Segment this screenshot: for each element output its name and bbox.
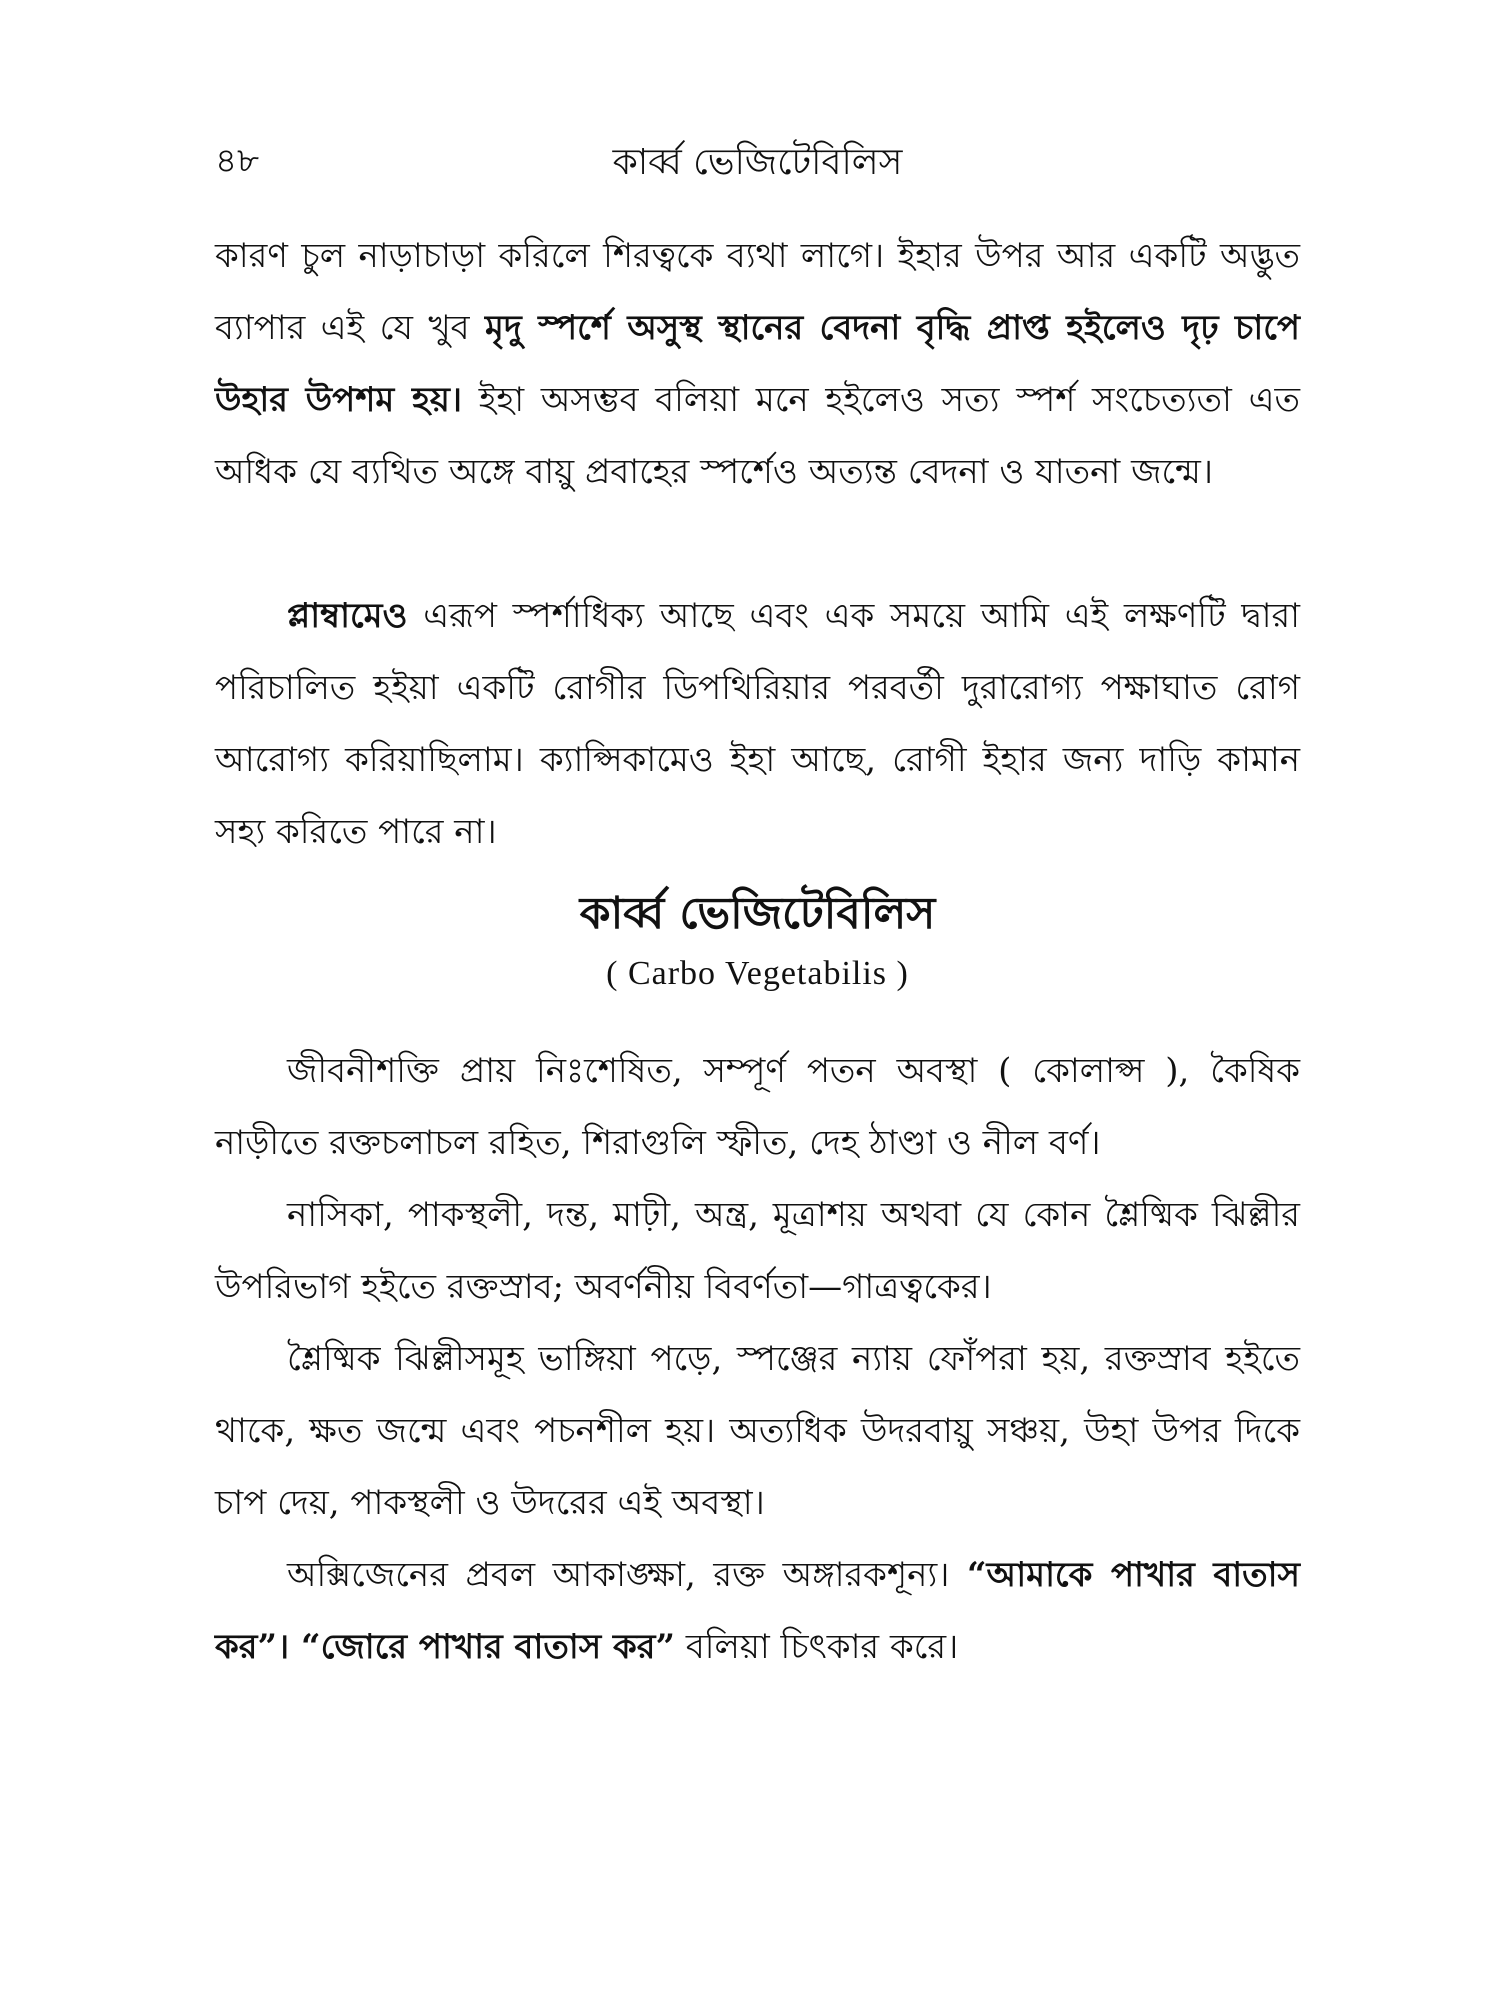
continuation-text: [215, 220, 1300, 508]
paragraph-plumbum: [215, 580, 1300, 868]
paragraph-hemorrhage: নাসিকা, পাকস্থলী, দন্ত, মাঢ়ী, অন্ত্র, মূত্রাশয় অথবা যে কোন শ্লৈষ্মিক ঝিল্লীর উপরিভাগ হইতে রক্তস্রাব; অবর্ণনীয় বিবর্ণতা—গাত্রত্বকের।: [215, 1195, 1300, 1307]
bold-text-run: “আমাকে পাখার বাতাস কর”। “জোরে পাখার বাতাস কর”: [215, 1555, 1300, 1667]
paragraph-touch-sensitivity: [215, 220, 1300, 508]
bold-text-run: মৃদু স্পর্শে অসুস্থ স্থানের বেদনা বৃদ্ধি প্রাপ্ত হইলেও দৃঢ় চাপে উহার উপশম হয়।: [215, 308, 1300, 420]
bold-text-run: প্লাম্বামেও: [287, 596, 408, 636]
text-run: অক্সিজেনের প্রবল আকাঙ্ক্ষা, রক্ত অঙ্গারকশূন্য।: [287, 1555, 967, 1595]
paragraph-collapse: জীবনীশক্তি প্রায় নিঃশেষিত, সম্পূর্ণ পতন অবস্থা ( কোলাপ্স ), কৈষিক নাড়ীতে রক্তচলাচল রহিত, শিরাগুলি স্ফীত, দেহ ঠাণ্ডা ও নীল বর্ণ।: [215, 1051, 1300, 1163]
text-run: বলিয়া চিৎকার করে।: [675, 1627, 959, 1667]
section-subtitle: ( Carbo Vegetabilis ): [606, 955, 909, 992]
text-run: কারণ চুল নাড়াচাড়া করিলে শিরত্বকে ব্যথা লাগে। ইহার উপর আর একটি অদ্ভুত ব্যাপার এই যে খুব: [215, 236, 1300, 348]
page-header: [215, 135, 1300, 195]
text-run: ইহা অসম্ভব বলিয়া মনে হইলেও সত্য স্পর্শ সংচেত্যতা এত অধিক যে ব্যথিত অঙ্গে বায়ু প্রবাহের স্পর্শেও অত্যন্ত বেদনা ও যাতনা জন্মে।: [215, 380, 1300, 492]
section-body: [215, 1035, 1300, 1683]
page-number: ৪৮: [215, 141, 260, 181]
running-title: কার্ব্ব ভেজিটেবিলিস: [612, 142, 903, 183]
section-title: কার্ব্ব ভেজিটেবিলিস: [579, 888, 936, 939]
continuation-text-2: [215, 580, 1300, 868]
text-run: এরূপ স্পর্শাধিক্য আছে এবং এক সময়ে আমি এই লক্ষণটি দ্বারা পরিচালিত হইয়া একটি রোগীর ডিপথিরিয়ার পরবর্তী দুরারোগ্য পক্ষাঘাত রোগ আরোগ্য করিয়াছিলাম। ক্যাপ্সিকামেও ইহা আছে, রোগী ইহার জন্য দাড়ি কামান সহ্য করিতে পারে না।: [215, 596, 1300, 852]
paragraph-air-hunger: [215, 1539, 1300, 1683]
paragraph-mucous-membranes: শ্লৈষ্মিক ঝিল্লীসমূহ ভাঙ্গিয়া পড়ে, স্পঞ্জের ন্যায় ফোঁপরা হয়, রক্তস্রাব হইতে থাকে, ক্ষত জন্মে এবং পচনশীল হয়। অত্যধিক উদরবায়ু সঞ্চয়, উহা উপর দিকে চাপ দেয়, পাকস্থলী ও উদরের এই অবস্থা।: [215, 1339, 1300, 1523]
